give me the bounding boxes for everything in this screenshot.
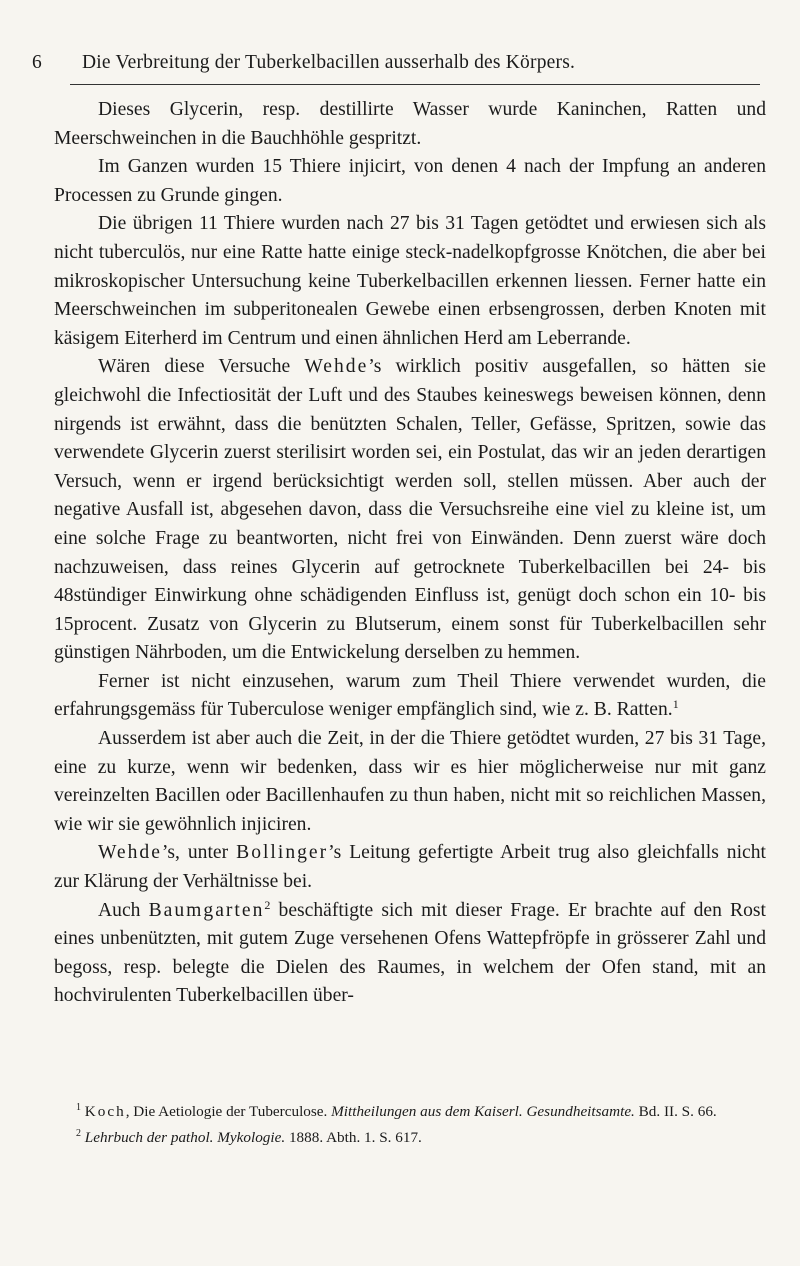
footnotes — [54, 1097, 766, 1148]
paragraph: Im Ganzen wurden 15 Thiere injicirt, von denen 4 nach der Impfung an anderen Processen zu Grunde gingen. — [54, 156, 766, 206]
paragraph: Wehde’s, unter Bollinger’s Leitung gefertigte Arbeit trug also gleichfalls nicht zur Klärung der Verhältnisse bei. — [54, 842, 766, 893]
author-name: Wehde — [304, 356, 369, 378]
footnote-ref[interactable]: 2 — [264, 897, 271, 912]
footnote-ref[interactable]: 1 — [672, 697, 679, 712]
paragraph: Die übrigen 11 Thiere wurden nach 27 bis 31 Tagen getödtet und erwiesen sich als nicht tuberculös, nur eine Ratte hatte einige steck-nadelkopfgrosse Knötchen, die aber bei mikroskopischer Untersuchung keine Tuberkelbacillen erkennen liessen. Ferner hatte ein Meerschweinchen im subperitonealen Gewebe einen erbsengrossen, derben Knoten mit käsigem Eiterherd im Centrum und einen ähnlichen Herd am Leberrande. — [54, 213, 766, 349]
paragraph: Auch Baumgarten$^2$ beschäftigte sich mit dieser Frage. Er brachte auf den Rost eines unbenützten, mit gutem Zuge versehenen Ofens Wattepfröpfe in grösserer Zahl und begoss, resp. belegte die Dielen des Raumes, in welchem der Ofen stand, mit an hochvirulenten Tuberkelbacillen über- — [54, 897, 766, 1007]
running-title: Die Verbreitung der Tuberkelbacillen ausserhalb des Körpers. — [82, 52, 576, 73]
author-name: Baumgarten — [148, 899, 265, 921]
paragraph: Dieses Glycerin, resp. destillirte Wasser wurde Kaninchen, Ratten und Meerschweinchen in die Bauchhöhle gespritzt. — [54, 99, 766, 149]
footnote: $^2$ Lehrbuch der pathol. Mykologie. 1888. Abth. 1. S. 617. — [76, 1127, 422, 1146]
body-text — [54, 96, 766, 1011]
footnote: $^1$ Koch, Die Aetiologie der Tuberculose. Mittheilungen aus dem Kaiserl. Gesundheitsamte. Bd. II. S. 66. — [76, 1102, 717, 1120]
paragraph: Ferner ist nicht einzusehen, warum zum Theil Thiere verwendet wurden, die erfahrungsgemäss für Tuberculose weniger empfänglich sind, wie z. B. Ratten.$^1$ — [54, 670, 766, 721]
header-rule — [70, 84, 760, 85]
author-name: Bollinger — [236, 842, 329, 864]
page-number: 6 — [32, 52, 42, 73]
paragraph: Ausserdem ist aber auch die Zeit, in der die Thiere getödtet wurden, 27 bis 31 Tage, eine zu kurze, wenn wir bedenken, dass wir es hier möglicherweise nur mit ganz vereinzelten Bacillen oder Bacillenhaufen zu thun haben, nicht mit so reichlichen Massen, wie wir sie gewöhnlich injiciren. — [54, 728, 766, 835]
paragraph: Wären diese Versuche Wehde’s wirklich positiv ausgefallen, so hätten sie gleichwohl die Infectiosität der Luft und des Staubes keineswegs beweisen können, denn nirgends ist erwähnt, dass die benützten Schalen, Teller, Gefässe, Spritzen, sowie das verwendete Glycerin zuerst sterilisirt worden sei, ein Postulat, das wir an jeden derartigen Versuch, wenn er irgend berücksichtigt werden soll, stellen müssen. Aber auch der negative Ausfall ist, abgesehen davon, dass die Versuchsreihe eine viel zu kleine ist, um eine solche Frage zu beantworten, nicht frei von Einwänden. Denn zuerst wäre doch nachzuweisen, dass reines Glycerin auf getrocknete Tuberkelbacillen bei 24- bis 48stündiger Einwirkung ohne schädigenden Einfluss ist, genügt doch schon ein 10- bis 15procent. Zusatz von Glycerin zu Blutserum, einem sonst für Tuberkelbacillen sehr günstigen Nährboden, um die Entwickelung derselben zu hemmen. — [54, 356, 767, 664]
author-name: Wehde — [98, 842, 162, 864]
author-name: Koch — [84, 1103, 126, 1120]
running-header — [32, 52, 760, 74]
